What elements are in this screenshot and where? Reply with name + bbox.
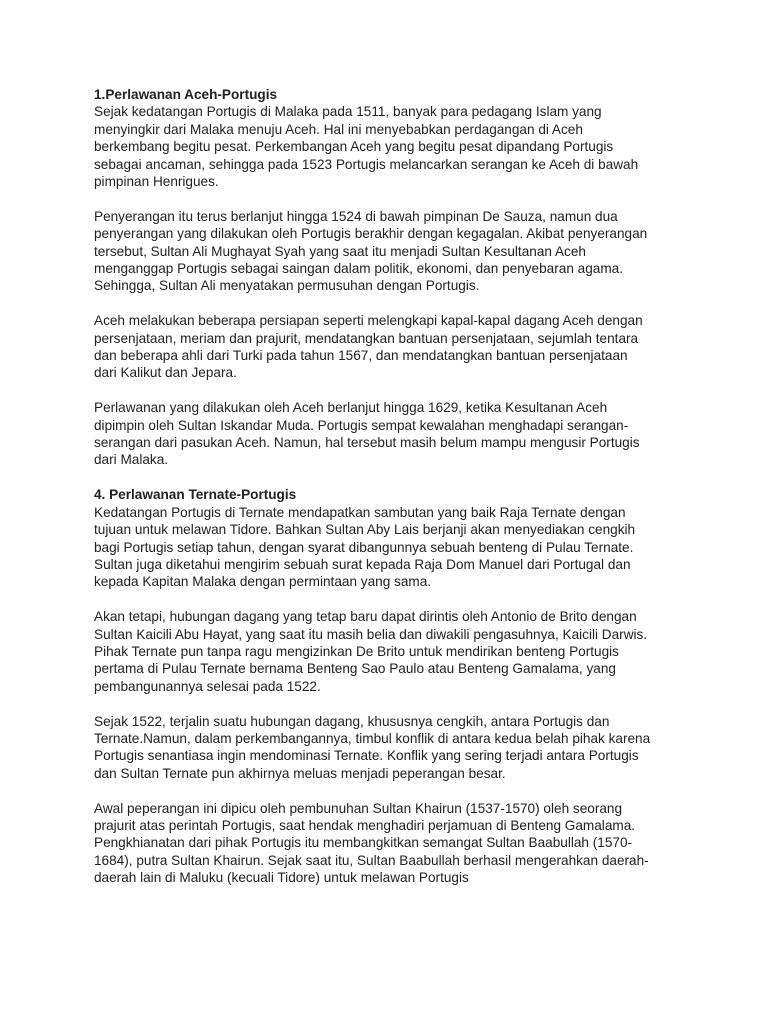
text-line: menganggap Portugis sebagai saingan dalam politik, ekonomi, dan penyebaran agama. [94, 261, 624, 277]
text-line: Awal peperangan ini dipicu oleh pembunuhan Sultan Khairun (1537-1570) oleh seorang [94, 800, 623, 816]
text-line: Sultan Kaicili Abu Hayat, yang saat itu masih belia dan diwakili pengasuhnya, Kaicili Darwis. [94, 626, 648, 642]
text-line: penyerangan yang dilakukan oleh Portugis berakhir dengan kegagalan. Akibat penyerangan [94, 226, 648, 242]
text-line: pembangunannya selesai pada 1522. [94, 678, 321, 694]
paragraph [94, 208, 694, 295]
text-line: pimpinan Henrigues. [94, 174, 219, 190]
text-line: serangan dari pasukan Aceh. Namun, hal tersebut masih belum mampu mengusir Portugis [94, 435, 640, 451]
text-line: persenjataan, meriam dan prajurit, mendatangkan bantuan persenjataan, sejumlah tentara [94, 330, 639, 346]
text-line: Ternate.Namun, dalam perkembangannya, timbul konflik di antara kedua belah pihak karena [94, 730, 651, 746]
text-line: Sejak kedatangan Portugis di Malaka pada 1511, banyak para pedagang Islam yang [94, 104, 602, 120]
section-ternate-portugis [94, 486, 694, 886]
text-line: daerah lain di Maluku (kecuali Tidore) untuk melawan Portugis [94, 870, 469, 886]
text-line: Pihak Ternate pun tanpa ragu mengizinkan De Brito untuk mendirikan benteng Portugis [94, 643, 619, 659]
paragraph-gap [94, 295, 694, 312]
text-line: dipimpin oleh Sultan Iskandar Muda. Portugis sempat kewalahan menghadapi serangan- [94, 417, 629, 433]
section-heading: 1.Perlawanan Aceh-Portugis [94, 87, 278, 102]
paragraph [94, 312, 694, 382]
text-line: Akan tetapi, hubungan dagang yang tetap baru dapat dirintis oleh Antonio de Brito dengan [94, 609, 637, 625]
text-line: dan Sultan Ternate pun akhirnya meluas menjadi peperangan besar. [94, 765, 506, 781]
text-line: tersebut, Sultan Ali Mughayat Syah yang saat itu menjadi Sultan Kesultanan Aceh [94, 243, 586, 259]
text-line: Sejak 1522, terjalin suatu hubungan dagang, khususnya cengkih, antara Portugis dan [94, 713, 610, 729]
text-line: menyingkir dari Malaka menuju Aceh. Hal ini menyebabkan perdagangan di Aceh [94, 121, 583, 137]
paragraph-gap [94, 782, 694, 799]
paragraph-gap [94, 469, 694, 486]
text-line: prajurit atas perintah Portugis, saat hendak menghadiri perjamuan di Benteng Gamalama. [94, 817, 636, 833]
text-line: Sehingga, Sultan Ali menyatakan permusuhan dengan Portugis. [94, 278, 480, 294]
text-line: Portugis senantiasa ingin mendominasi Ternate. Konflik yang sering terjadi antara Portugis [94, 748, 639, 764]
text-line: Kedatangan Portugis di Ternate mendapatkan sambutan yang baik Raja Ternate dengan [94, 504, 626, 520]
document-page [94, 86, 694, 887]
text-line: Aceh melakukan beberapa persiapan seperti melengkapi kapal-kapal dagang Aceh dengan [94, 313, 643, 329]
text-line: Pengkhianatan dari pihak Portugis itu membangkitkan semangat Sultan Baabullah (1570- [94, 835, 633, 851]
text-line: Sultan juga diketahui mengirim sebuah surat kepada Raja Dom Manuel dari Portugal dan [94, 556, 631, 572]
paragraph [94, 399, 694, 469]
paragraph-gap [94, 190, 694, 207]
text-line: sebagai ancaman, sehingga pada 1523 Portugis melancarkan serangan ke Aceh di bawah [94, 156, 639, 172]
paragraph-gap [94, 695, 694, 712]
text-line: dari Malaka. [94, 452, 169, 468]
text-line: pertama di Pulau Ternate bernama Benteng Sao Paulo atau Benteng Gamalama, yang [94, 661, 616, 677]
text-line: berkembang begitu pesat. Perkembangan Aceh yang begitu pesat dipandang Portugis [94, 139, 614, 155]
paragraph [94, 504, 694, 591]
paragraph [94, 103, 694, 190]
text-line: tujuan untuk melawan Tidore. Bahkan Sultan Aby Lais berjanji akan menyediakan cengkih [94, 522, 636, 538]
text-line: 1684), putra Sultan Khairun. Sejak saat itu, Sultan Baabullah berhasil mengerahkan daerah- [94, 852, 649, 868]
paragraph [94, 800, 694, 887]
paragraph [94, 713, 694, 783]
section-aceh-portugis [94, 86, 694, 486]
text-line: Penyerangan itu terus berlanjut hingga 1524 di bawah pimpinan De Sauza, namun dua [94, 208, 618, 224]
text-line: dari Kalikut dan Jepara. [94, 365, 237, 381]
paragraph-gap [94, 591, 694, 608]
text-line: dan beberapa ahli dari Turki pada tahun 1567, dan mendatangkan bantuan persenjataan [94, 348, 628, 364]
text-line: Perlawanan yang dilakukan oleh Aceh berlanjut hingga 1629, ketika Kesultanan Aceh [94, 400, 608, 416]
text-line: bagi Portugis setiap tahun, dengan syarat dibangunnya sebuah benteng di Pulau Ternate. [94, 539, 634, 555]
section-heading: 4. Perlawanan Ternate-Portugis [94, 487, 297, 503]
paragraph-gap [94, 382, 694, 399]
paragraph [94, 608, 694, 695]
text-line: kepada Kapitan Malaka dengan permintaan yang sama. [94, 574, 432, 590]
